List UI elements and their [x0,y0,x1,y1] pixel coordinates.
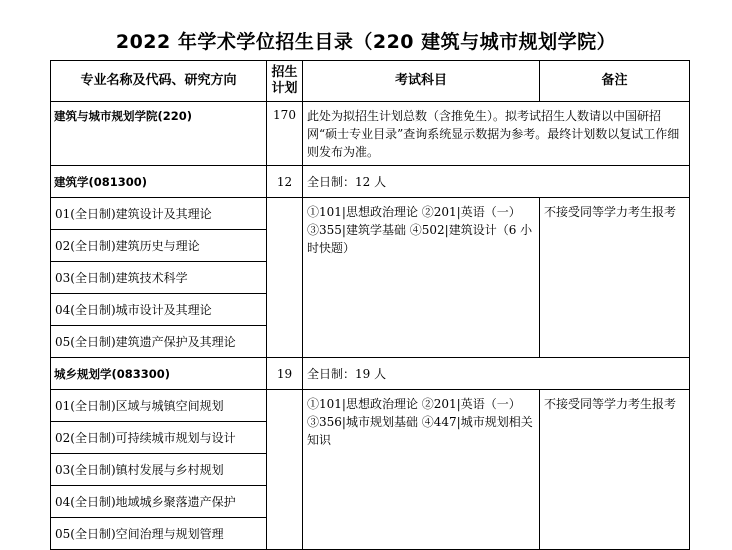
direction-item: 04(全日制)地域城乡聚落遗产保护 [51,486,267,518]
major-plan: 12 [267,166,303,198]
exam-subjects: ①101|思想政治理论 ②201|英语（一） ③355|建筑学基础 ④502|建筑设计（6 小时快题） [303,198,540,358]
direction-item: 02(全日制)可持续城市规划与设计 [51,422,267,454]
direction-item: 04(全日制)城市设计及其理论 [51,294,267,326]
note-text: 不接受同等学力考生报考 [540,390,690,550]
college-description: 此处为拟招生计划总数（含推免生）。拟考试招生人数请以中国研招网“硕士专业目录”查询系统显示数据为参考。最终计划数以复试工作细则发布为准。 [303,102,690,166]
college-plan: 170 [267,102,303,166]
direction-row [51,390,690,422]
plan-cell-empty [267,198,303,358]
direction-item: 03(全日制)镇村发展与乡村规划 [51,454,267,486]
exam-subjects: ①101|思想政治理论 ②201|英语（一） ③356|城市规划基础 ④447|城市规划相关知识 [303,390,540,550]
major-mode: 全日制：19 人 [303,358,690,390]
header-plan: 招生 计划 [267,61,303,102]
admissions-table [50,60,690,550]
header-notes: 备注 [540,61,690,102]
major-name: 建筑学(081300) [51,166,267,198]
note-text: 不接受同等学力考生报考 [540,198,690,358]
table-header-row [51,61,690,102]
direction-item: 01(全日制)建筑设计及其理论 [51,198,267,230]
direction-item: 05(全日制)空间治理与规划管理 [51,518,267,550]
page-title: 2022 年学术学位招生目录（220 建筑与城市规划学院） [115,31,617,53]
major-mode: 全日制：12 人 [303,166,690,198]
direction-item: 01(全日制)区域与城镇空间规划 [51,390,267,422]
major-row [51,166,690,198]
major-name: 城乡规划学(083300) [51,358,267,390]
header-major: 专业名称及代码、研究方向 [51,61,267,102]
direction-item: 02(全日制)建筑历史与理论 [51,230,267,262]
plan-cell-empty [267,390,303,550]
header-subjects: 考试科目 [303,61,540,102]
direction-item: 05(全日制)建筑遗产保护及其理论 [51,326,267,358]
major-plan: 19 [267,358,303,390]
college-row [51,102,690,166]
direction-item: 03(全日制)建筑技术科学 [51,262,267,294]
major-row [51,358,690,390]
college-name: 建筑与城市规划学院(220) [51,102,267,166]
direction-row [51,198,690,230]
